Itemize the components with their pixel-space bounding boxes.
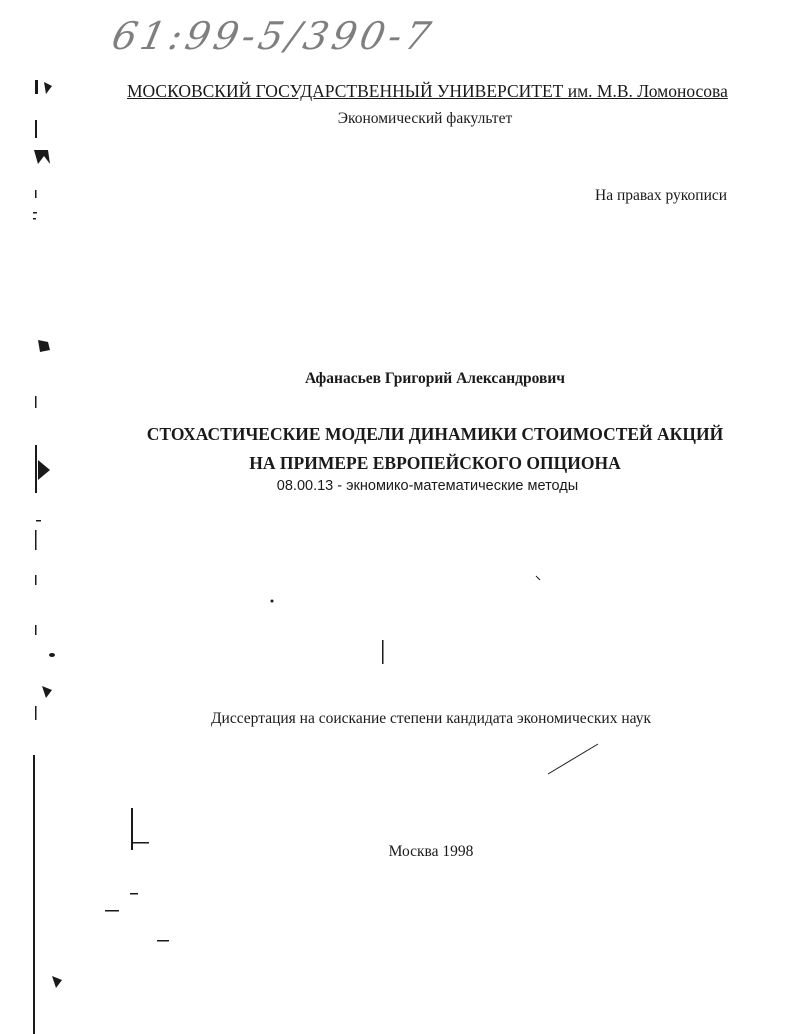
scan-mark	[271, 600, 274, 603]
city-year: Москва 1998	[388, 843, 474, 860]
scan-mark	[44, 82, 52, 94]
scan-mark	[35, 396, 37, 408]
title-line-2: НА ПРИМЕРЕ ЕВРОПЕЙСКОГО ОПЦИОНА	[249, 453, 621, 473]
scan-mark	[35, 80, 38, 94]
scan-mark	[35, 625, 37, 635]
scan-mark	[33, 218, 36, 220]
scan-mark	[34, 150, 50, 164]
scan-mark	[130, 893, 138, 895]
scan-mark	[33, 212, 37, 214]
scan-mark	[35, 530, 37, 550]
specialty-code: 08.00.13 - экномико-математические методы	[276, 478, 579, 494]
scan-mark	[35, 575, 37, 585]
scan-mark	[52, 976, 62, 988]
degree-statement: Диссертация на соискание степени кандидата экономических наук	[210, 710, 652, 727]
scan-mark	[42, 686, 52, 698]
scan-mark	[38, 340, 50, 352]
scan-mark	[382, 640, 384, 664]
handwritten-archive-code: 61:99-5/390-7	[108, 14, 439, 58]
faculty-name: Экономический факультет	[337, 110, 513, 127]
rights-note: На правах рукописи	[595, 187, 728, 204]
scan-mark	[36, 520, 41, 522]
scan-mark	[105, 910, 119, 912]
university-name: МОСКОВСКИЙ ГОСУДАРСТВЕННЫЙ УНИВЕРСИТЕТ им. М.В. Ломоносова	[127, 81, 728, 101]
title-line-1: СТОХАСТИЧЕСКИЕ МОДЕЛИ ДИНАМИКИ СТОИМОСТЕЙ АКЦИЙ	[146, 424, 724, 444]
scan-mark	[536, 576, 540, 580]
scan-mark	[49, 653, 55, 657]
scan-mark	[33, 755, 35, 1034]
scan-mark	[157, 940, 169, 942]
scan-mark	[35, 190, 37, 198]
author-name: Афанасьев Григорий Александрович	[304, 370, 566, 387]
dissertation-title	[0, 420, 799, 478]
scan-mark	[548, 744, 598, 774]
